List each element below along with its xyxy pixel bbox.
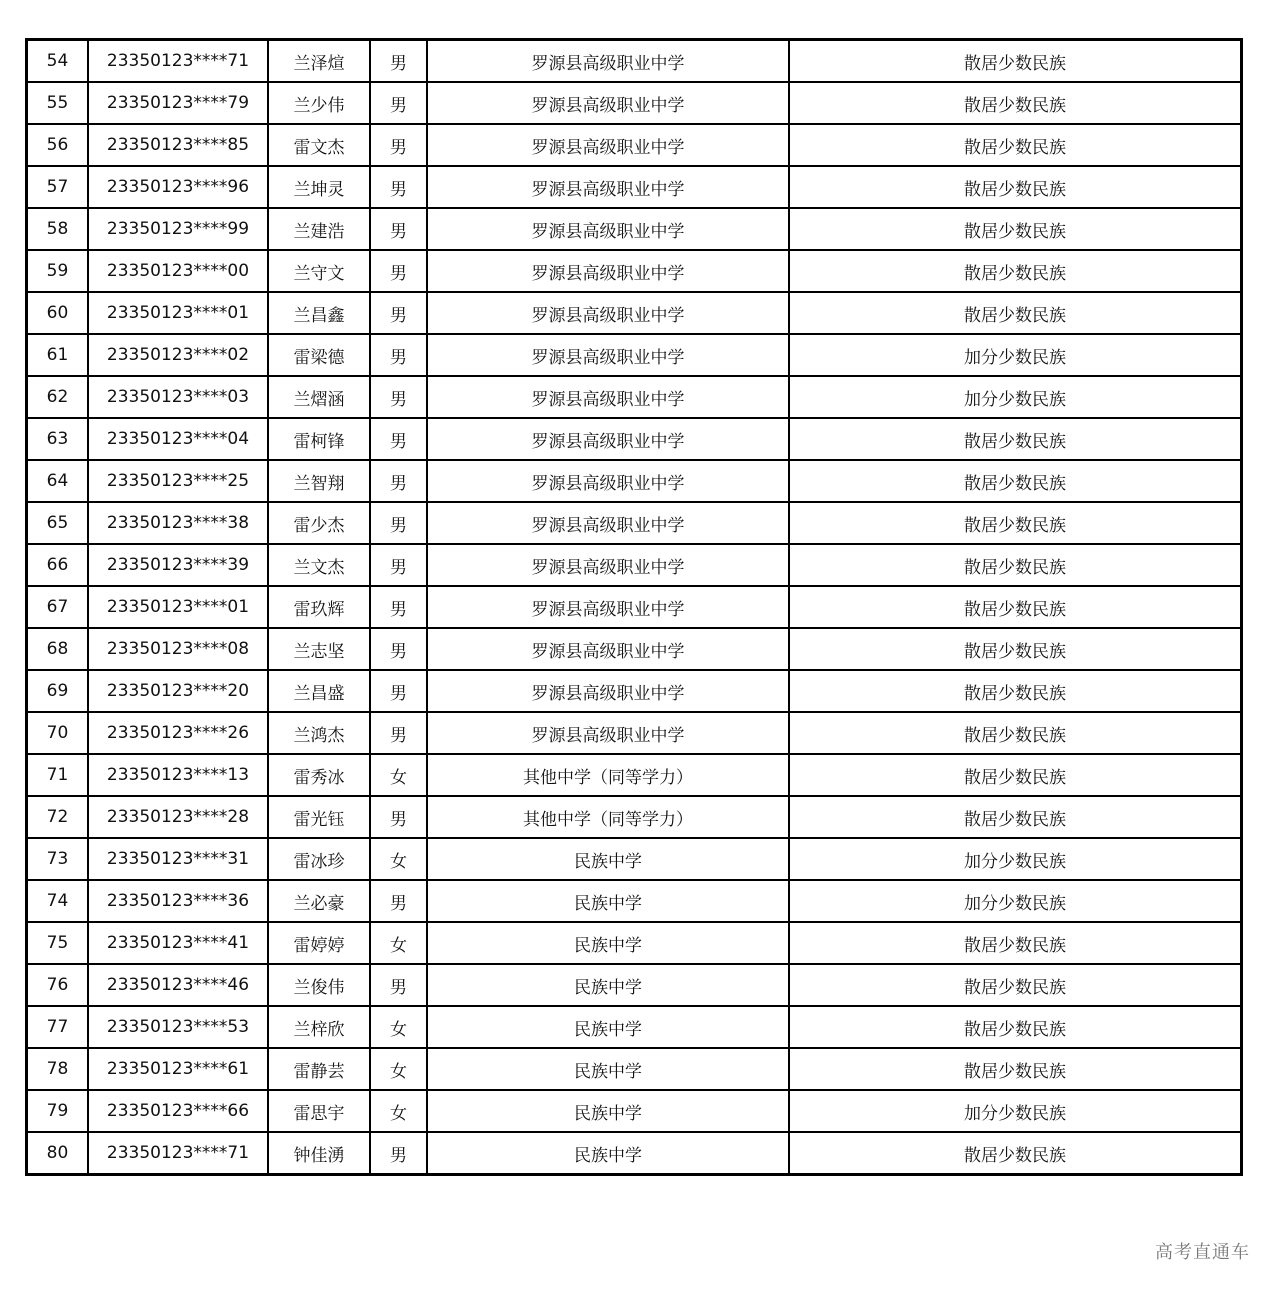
row-number: 74 [27,880,89,922]
school-cell: 罗源县高级职业中学 [427,418,789,460]
exam-id-cell: 23350123****39 [88,544,268,586]
student-name-cell: 雷少杰 [268,502,370,544]
row-number: 75 [27,922,89,964]
category-cell: 散居少数民族 [789,628,1242,670]
student-name-cell: 兰智翔 [268,460,370,502]
exam-id-cell: 23350123****01 [88,292,268,334]
category-cell: 散居少数民族 [789,712,1242,754]
student-name-cell: 雷思宇 [268,1090,370,1132]
table-row [27,880,1242,922]
exam-id-cell: 23350123****20 [88,670,268,712]
gender-cell: 女 [370,922,427,964]
table-row [27,418,1242,460]
exam-id-cell: 23350123****13 [88,754,268,796]
school-cell: 罗源县高级职业中学 [427,208,789,250]
row-number: 72 [27,796,89,838]
gender-cell: 男 [370,250,427,292]
table-row [27,838,1242,880]
table-row [27,754,1242,796]
category-cell: 加分少数民族 [789,838,1242,880]
table-row [27,628,1242,670]
school-cell: 民族中学 [427,1090,789,1132]
exam-id-cell: 23350123****36 [88,880,268,922]
category-cell: 散居少数民族 [789,1006,1242,1048]
category-cell: 散居少数民族 [789,40,1242,83]
table-row [27,460,1242,502]
category-cell: 散居少数民族 [789,1132,1242,1175]
table-row [27,82,1242,124]
school-cell: 罗源县高级职业中学 [427,460,789,502]
table-row [27,544,1242,586]
gender-cell: 男 [370,544,427,586]
exam-id-cell: 23350123****04 [88,418,268,460]
category-cell: 散居少数民族 [789,754,1242,796]
table-row [27,964,1242,1006]
school-cell: 罗源县高级职业中学 [427,376,789,418]
category-cell: 散居少数民族 [789,292,1242,334]
row-number: 63 [27,418,89,460]
category-cell: 散居少数民族 [789,964,1242,1006]
gender-cell: 男 [370,670,427,712]
category-cell: 散居少数民族 [789,208,1242,250]
exam-id-cell: 23350123****01 [88,586,268,628]
exam-id-cell: 23350123****31 [88,838,268,880]
school-cell: 罗源县高级职业中学 [427,544,789,586]
exam-id-cell: 23350123****46 [88,964,268,1006]
student-name-cell: 雷梁德 [268,334,370,376]
category-cell: 散居少数民族 [789,460,1242,502]
row-number: 65 [27,502,89,544]
exam-id-cell: 23350123****41 [88,922,268,964]
school-cell: 罗源县高级职业中学 [427,40,789,83]
school-cell: 罗源县高级职业中学 [427,628,789,670]
student-list-table [25,38,1243,1176]
category-cell: 散居少数民族 [789,82,1242,124]
table-row [27,1048,1242,1090]
gender-cell: 男 [370,1132,427,1175]
school-cell: 罗源县高级职业中学 [427,82,789,124]
row-number: 70 [27,712,89,754]
category-cell: 散居少数民族 [789,1048,1242,1090]
exam-id-cell: 23350123****96 [88,166,268,208]
school-cell: 罗源县高级职业中学 [427,334,789,376]
student-name-cell: 兰必豪 [268,880,370,922]
student-name-cell: 雷秀冰 [268,754,370,796]
student-name-cell: 兰文杰 [268,544,370,586]
student-name-cell: 兰少伟 [268,82,370,124]
school-cell: 民族中学 [427,880,789,922]
table-row [27,796,1242,838]
school-cell: 民族中学 [427,1132,789,1175]
exam-id-cell: 23350123****28 [88,796,268,838]
row-number: 56 [27,124,89,166]
school-cell: 民族中学 [427,922,789,964]
row-number: 68 [27,628,89,670]
table-row [27,1006,1242,1048]
category-cell: 加分少数民族 [789,376,1242,418]
exam-id-cell: 23350123****25 [88,460,268,502]
exam-id-cell: 23350123****08 [88,628,268,670]
student-name-cell: 兰鸿杰 [268,712,370,754]
student-name-cell: 兰熠涵 [268,376,370,418]
school-cell: 其他中学（同等学力） [427,796,789,838]
row-number: 67 [27,586,89,628]
category-cell: 加分少数民族 [789,880,1242,922]
gender-cell: 男 [370,418,427,460]
gender-cell: 男 [370,40,427,83]
student-name-cell: 兰建浩 [268,208,370,250]
student-name-cell: 兰俊伟 [268,964,370,1006]
gender-cell: 男 [370,628,427,670]
table-row [27,1090,1242,1132]
row-number: 69 [27,670,89,712]
school-cell: 罗源县高级职业中学 [427,502,789,544]
school-cell: 民族中学 [427,964,789,1006]
gender-cell: 女 [370,1090,427,1132]
category-cell: 散居少数民族 [789,544,1242,586]
table-row [27,166,1242,208]
exam-id-cell: 23350123****00 [88,250,268,292]
category-cell: 散居少数民族 [789,166,1242,208]
student-name-cell: 兰昌鑫 [268,292,370,334]
exam-id-cell: 23350123****03 [88,376,268,418]
table-row [27,586,1242,628]
table-row [27,40,1242,83]
school-cell: 罗源县高级职业中学 [427,250,789,292]
student-name-cell: 兰昌盛 [268,670,370,712]
student-name-cell: 雷冰珍 [268,838,370,880]
student-name-cell: 兰守文 [268,250,370,292]
school-cell: 罗源县高级职业中学 [427,292,789,334]
row-number: 79 [27,1090,89,1132]
row-number: 61 [27,334,89,376]
exam-id-cell: 23350123****71 [88,1132,268,1175]
category-cell: 散居少数民族 [789,418,1242,460]
student-name-cell: 雷光钰 [268,796,370,838]
gender-cell: 男 [370,586,427,628]
category-cell: 散居少数民族 [789,922,1242,964]
category-cell: 散居少数民族 [789,670,1242,712]
student-name-cell: 兰志坚 [268,628,370,670]
watermark-text: 高考直通车 [1155,1242,1250,1263]
school-cell: 罗源县高级职业中学 [427,586,789,628]
school-cell: 民族中学 [427,1048,789,1090]
category-cell: 散居少数民族 [789,796,1242,838]
exam-id-cell: 23350123****61 [88,1048,268,1090]
student-name-cell: 兰梓欣 [268,1006,370,1048]
school-cell: 罗源县高级职业中学 [427,712,789,754]
row-number: 60 [27,292,89,334]
row-number: 78 [27,1048,89,1090]
gender-cell: 男 [370,124,427,166]
student-name-cell: 兰坤灵 [268,166,370,208]
table-row [27,376,1242,418]
gender-cell: 男 [370,334,427,376]
school-cell: 其他中学（同等学力） [427,754,789,796]
school-cell: 罗源县高级职业中学 [427,670,789,712]
gender-cell: 男 [370,376,427,418]
school-cell: 罗源县高级职业中学 [427,166,789,208]
student-name-cell: 雷文杰 [268,124,370,166]
exam-id-cell: 23350123****71 [88,40,268,83]
school-cell: 罗源县高级职业中学 [427,124,789,166]
row-number: 80 [27,1132,89,1175]
category-cell: 散居少数民族 [789,250,1242,292]
category-cell: 散居少数民族 [789,124,1242,166]
row-number: 73 [27,838,89,880]
gender-cell: 男 [370,502,427,544]
category-cell: 加分少数民族 [789,1090,1242,1132]
gender-cell: 男 [370,964,427,1006]
table-row [27,712,1242,754]
table-row [27,502,1242,544]
table-row [27,250,1242,292]
exam-id-cell: 23350123****26 [88,712,268,754]
row-number: 71 [27,754,89,796]
gender-cell: 女 [370,754,427,796]
exam-id-cell: 23350123****85 [88,124,268,166]
exam-id-cell: 23350123****38 [88,502,268,544]
exam-id-cell: 23350123****99 [88,208,268,250]
student-name-cell: 钟佳湧 [268,1132,370,1175]
student-name-cell: 雷静芸 [268,1048,370,1090]
row-number: 76 [27,964,89,1006]
gender-cell: 男 [370,796,427,838]
row-number: 55 [27,82,89,124]
table-row [27,124,1242,166]
row-number: 57 [27,166,89,208]
row-number: 58 [27,208,89,250]
gender-cell: 女 [370,838,427,880]
gender-cell: 女 [370,1006,427,1048]
gender-cell: 男 [370,712,427,754]
table-row [27,1132,1242,1175]
category-cell: 散居少数民族 [789,586,1242,628]
row-number: 64 [27,460,89,502]
school-cell: 民族中学 [427,1006,789,1048]
category-cell: 加分少数民族 [789,334,1242,376]
row-number: 77 [27,1006,89,1048]
gender-cell: 男 [370,208,427,250]
exam-id-cell: 23350123****53 [88,1006,268,1048]
student-name-cell: 雷柯锋 [268,418,370,460]
row-number: 66 [27,544,89,586]
student-name-cell: 雷婷婷 [268,922,370,964]
gender-cell: 男 [370,460,427,502]
exam-id-cell: 23350123****02 [88,334,268,376]
gender-cell: 男 [370,292,427,334]
row-number: 62 [27,376,89,418]
exam-id-cell: 23350123****79 [88,82,268,124]
gender-cell: 男 [370,880,427,922]
row-number: 59 [27,250,89,292]
student-name-cell: 兰泽煊 [268,40,370,83]
school-cell: 民族中学 [427,838,789,880]
gender-cell: 男 [370,166,427,208]
category-cell: 散居少数民族 [789,502,1242,544]
student-name-cell: 雷玖辉 [268,586,370,628]
gender-cell: 男 [370,82,427,124]
table-row [27,292,1242,334]
table-row [27,208,1242,250]
exam-id-cell: 23350123****66 [88,1090,268,1132]
gender-cell: 女 [370,1048,427,1090]
table-body [27,40,1242,1175]
table-row [27,670,1242,712]
table-row [27,922,1242,964]
row-number: 54 [27,40,89,83]
table-row [27,334,1242,376]
